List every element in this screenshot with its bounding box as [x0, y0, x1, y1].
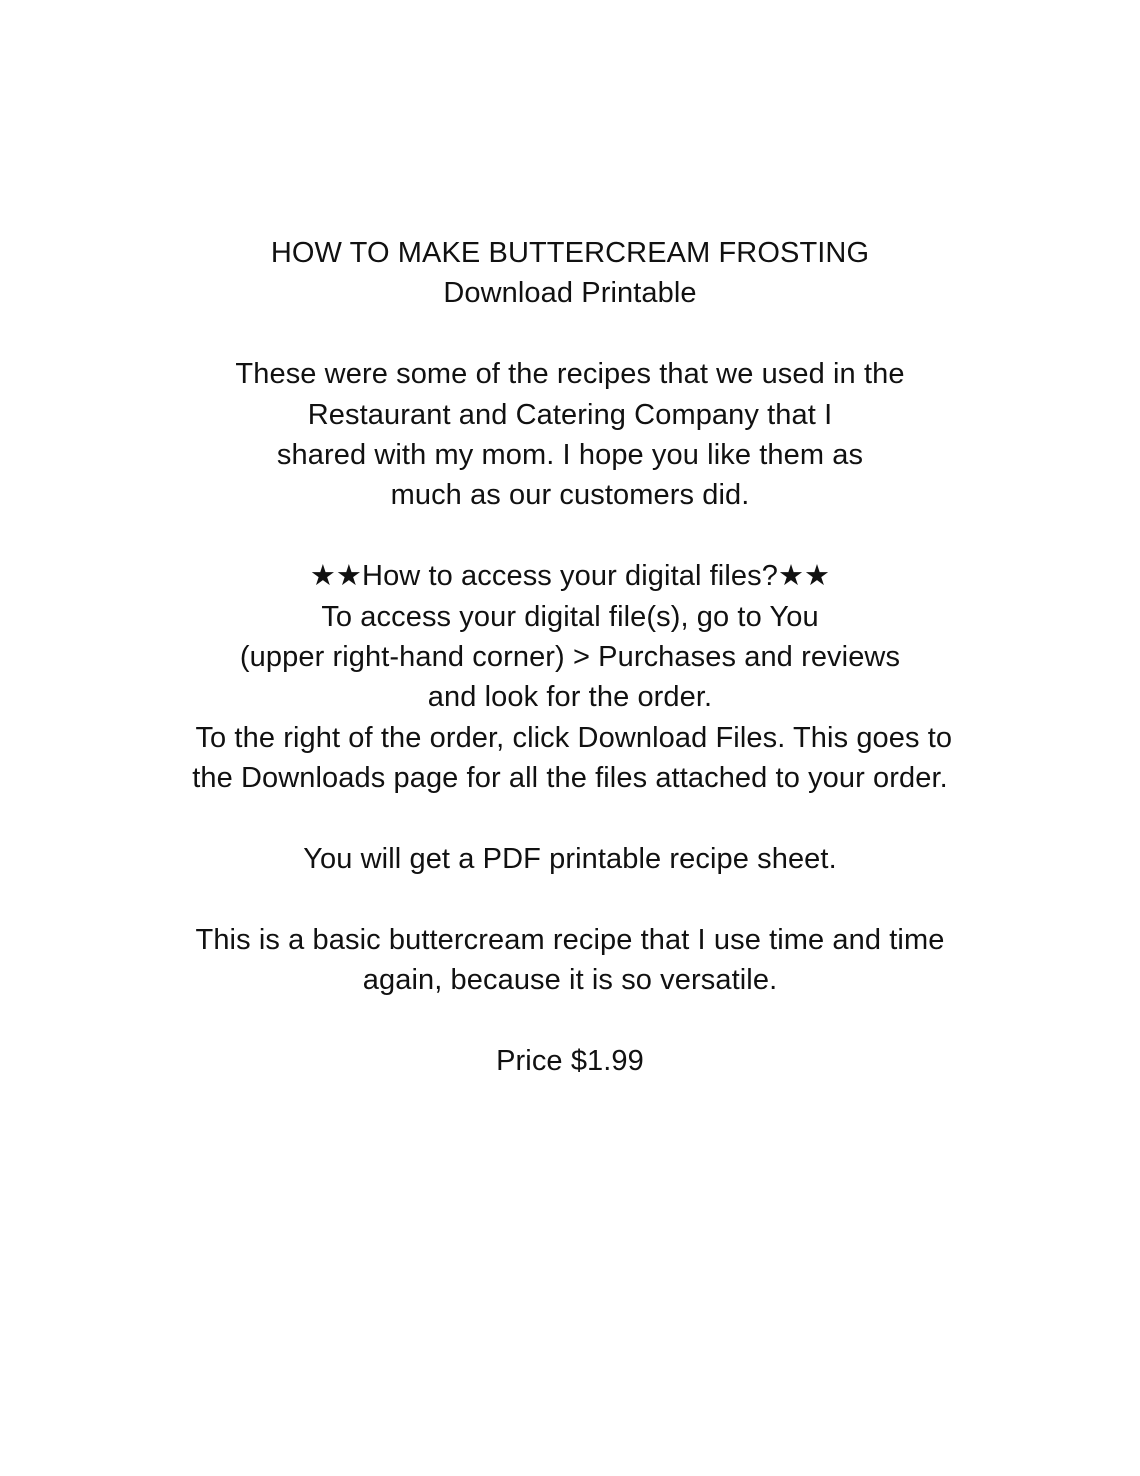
intro-line: Restaurant and Catering Company that I	[307, 398, 833, 431]
access-heading: ★★How to access your digital files?★★	[309, 560, 831, 593]
access-line: and look for the order.	[427, 681, 713, 714]
price-label: Price $1.99	[496, 1045, 644, 1078]
document-subtitle: Download Printable	[443, 277, 697, 310]
document-body	[0, 233, 1140, 1081]
access-line: To the right of the order, click Download Files. This goes to	[187, 721, 953, 754]
spacer	[0, 799, 1140, 839]
access-line: (upper right-hand corner) > Purchases and reviews	[239, 641, 901, 674]
pdf-note: You will get a PDF printable recipe sheet.	[303, 843, 837, 876]
access-line: To access your digital file(s), go to You	[321, 600, 819, 633]
spacer	[0, 1001, 1140, 1041]
description-line: again, because it is so versatile.	[362, 964, 778, 997]
intro-line: shared with my mom. I hope you like them as	[276, 439, 864, 472]
intro-line: much as our customers did.	[390, 479, 750, 512]
spacer	[0, 314, 1140, 354]
spacer	[0, 516, 1140, 556]
spacer	[0, 879, 1140, 919]
description-line: This is a basic buttercream recipe that I use time and time	[195, 923, 945, 956]
document-title: HOW TO MAKE BUTTERCREAM FROSTING	[270, 237, 870, 269]
intro-line: These were some of the recipes that we used in the	[235, 358, 905, 391]
access-line: the Downloads page for all the files attached to your order.	[192, 762, 948, 795]
